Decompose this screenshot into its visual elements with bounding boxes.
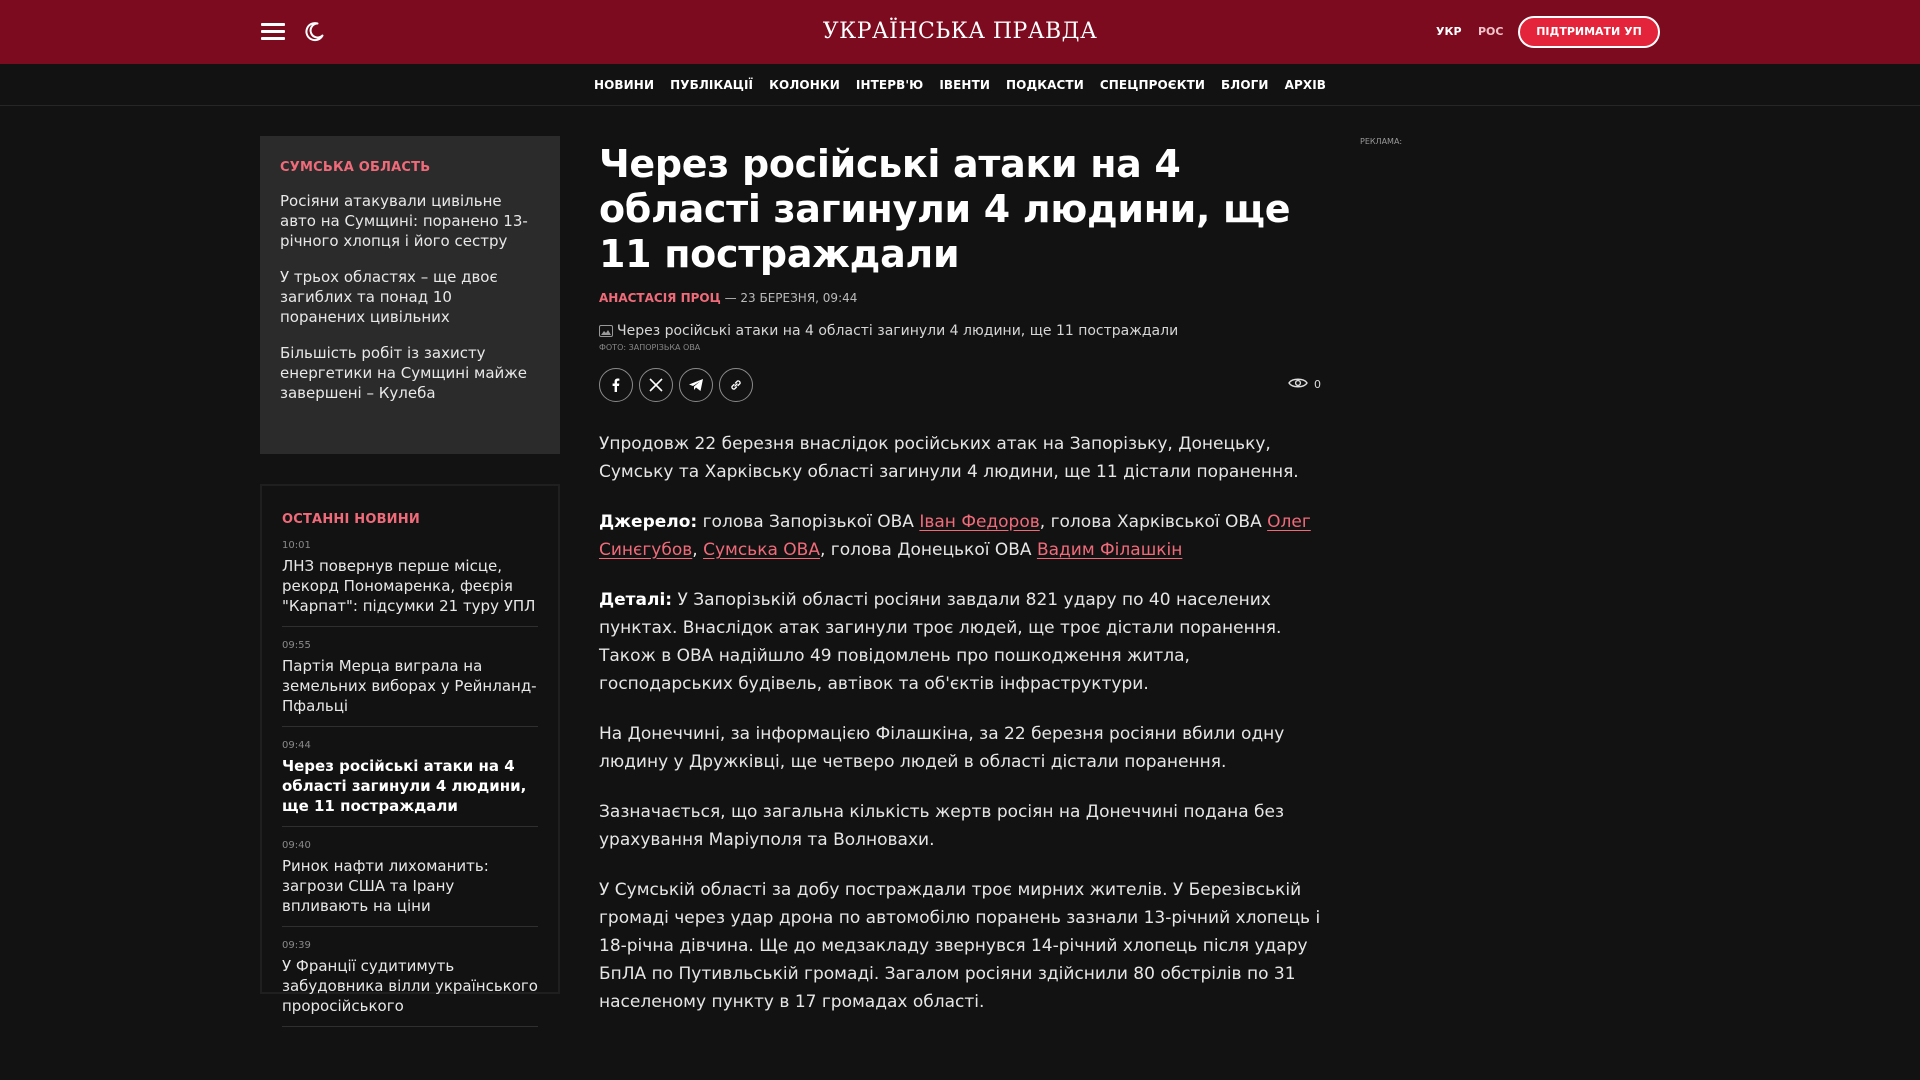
link-icon[interactable] <box>719 368 753 402</box>
nav-item-publications[interactable]: ПУБЛІКАЦІЇ <box>670 77 754 92</box>
article-details <box>599 586 1321 698</box>
source-link-filashkin[interactable]: Вадим Філашкін <box>1036 540 1183 560</box>
details-label: Деталі: <box>599 590 673 610</box>
news-title[interactable]: ЛНЗ повернув перше місце, рекорд Пономаренка, феєрія "Карпат": підсумки 21 туру УПЛ <box>282 557 536 615</box>
nav-item-podcasts[interactable]: ПОДКАСТИ <box>1006 77 1084 92</box>
article-paragraph: На Донеччині, за інформацією Філашкіна, за 22 березня росіяни вбили одну людину у Дружківці, ще четверо людей в області дістали поранення. <box>599 724 1285 772</box>
news-title[interactable]: Через російські атаки на 4 області загинули 4 людини, ще 11 постраждали <box>282 757 527 815</box>
nav-item-events[interactable]: ІВЕНТИ <box>939 77 990 92</box>
source-link-synehubov[interactable]: Олег Синєгубов <box>599 512 1311 560</box>
facebook-icon[interactable] <box>599 368 633 402</box>
support-button[interactable]: ПІДТРИМАТИ УП <box>1518 16 1660 48</box>
news-time: 09:39 <box>282 940 311 951</box>
main-nav <box>0 64 1920 106</box>
latest-news-item[interactable] <box>282 927 538 1027</box>
moon-icon[interactable] <box>302 20 326 44</box>
photo-credit: ФОТО: ЗАПОРІЗЬКА ОВА <box>599 343 701 352</box>
source-label: Джерело: <box>599 512 698 532</box>
lang-ukr-link[interactable]: УКР <box>1436 25 1462 38</box>
source-link-fedorov[interactable]: Іван Федоров <box>919 512 1040 532</box>
views-counter <box>1288 377 1321 392</box>
image-alt-text: Через російські атаки на 4 області загинули 4 людини, ще 11 постраждали <box>617 323 1179 339</box>
author-link[interactable]: АНАСТАСІЯ ПРОЦ <box>599 291 721 305</box>
region-title[interactable]: СУМСЬКА ОБЛАСТЬ <box>280 160 431 175</box>
news-title[interactable]: Партія Мерца виграла на земельних виборах у Рейнланд-Пфальці <box>282 657 537 715</box>
source-text: , голова Донецької ОВА <box>819 540 1037 560</box>
latest-news-item[interactable] <box>282 627 538 727</box>
nav-item-interviews[interactable]: ІНТЕРВ'Ю <box>855 77 924 92</box>
article-lead: Упродовж 22 березня внаслідок російських атак на Запорізьку, Донецьку, Сумську та Харківську області загинули 4 людини, ще 11 дістали поранення. <box>599 434 1299 482</box>
article-image <box>599 323 1321 339</box>
article-byline <box>599 291 1321 305</box>
share-bar <box>599 368 1321 402</box>
article <box>599 142 1321 1016</box>
latest-news-item[interactable] <box>282 827 538 927</box>
source-text: , <box>692 540 704 560</box>
eye-icon <box>1288 377 1308 392</box>
news-time: 09:40 <box>282 840 311 851</box>
nav-item-columns[interactable]: КОЛОНКИ <box>769 77 840 92</box>
latest-news-title: ОСТАННІ НОВИНИ <box>282 512 420 527</box>
nav-item-special-projects[interactable]: СПЕЦПРОЄКТИ <box>1099 77 1206 92</box>
source-link-sumy-ova[interactable]: Сумська ОВА <box>703 540 820 560</box>
region-news-item[interactable]: У трьох областях – ще двоє загиблих та понад 10 поранених цивільних <box>280 268 498 326</box>
top-header <box>0 0 1920 64</box>
image-icon <box>599 325 613 337</box>
telegram-icon[interactable] <box>679 368 713 402</box>
lang-ros-link[interactable]: РОС <box>1478 25 1504 38</box>
news-time: 09:44 <box>282 740 311 751</box>
x-icon[interactable] <box>639 368 673 402</box>
site-logo[interactable]: УКРАЇНСЬКА ПРАВДА <box>822 19 1098 44</box>
article-paragraph: Зазначається, що загальна кількість жертв росіян на Донеччині подана без урахування Маріуполя та Волновахи. <box>599 802 1285 850</box>
region-news-item[interactable]: Більшість робіт із захисту енергетики на Сумщині майже завершені – Кулеба <box>280 344 528 402</box>
ad-label: РЕКЛАМА: <box>1360 137 1403 146</box>
news-title[interactable]: У Франції судитимуть забудовника вілли українського проросійського <box>282 957 538 1015</box>
article-date: — 23 БЕРЕЗНЯ, 09:44 <box>720 291 858 305</box>
details-text: У Запорізькій області росіяни завдали 821 удару по 40 населених пунктах. Внаслідок атак загинули троє людей, ще троє дістали поранення. Також в ОВА надійшло 49 повідомлень про пошкодження житла, господарських будівель, автівок та об'єктів інфраструктури. <box>599 590 1282 694</box>
latest-news-item[interactable] <box>282 527 538 627</box>
source-text: голова Запорізької ОВА <box>697 512 920 532</box>
article-paragraph: У Сумській області за добу постраждали троє мирних жителів. У Березівській громаді через удар дрона по автомобілю поранень зазнали 13-річний хлопець і 18-річна дівчина. Ще до медзакладу звернувся 14-річний хлопець після удару БпЛА по Путивльській громаді. Загалом росіяни здійснили 80 обстрілів по 31 населеному пункту в 17 громадах області. <box>599 880 1321 1012</box>
article-headline: Через російські атаки на 4 області загинули 4 людини, ще 11 постраждали <box>599 142 1291 276</box>
news-time: 10:01 <box>282 540 311 551</box>
source-text: , голова Харківської ОВА <box>1039 512 1268 532</box>
menu-icon[interactable] <box>261 21 285 43</box>
nav-item-archive[interactable]: АРХІВ <box>1284 77 1327 92</box>
latest-news-box <box>260 484 560 1015</box>
region-news-box <box>260 136 560 454</box>
nav-item-news[interactable]: НОВИНИ <box>593 77 655 92</box>
latest-news-item-current[interactable] <box>282 727 538 827</box>
region-news-item[interactable]: Росіяни атакували цивільне авто на Сумщині: поранено 13-річного хлопця і його сестру <box>280 192 528 250</box>
news-title[interactable]: Ринок нафти лихоманить: загрози США та Ірану впливають на ціни <box>282 857 489 915</box>
nav-item-blogs[interactable]: БЛОГИ <box>1221 77 1269 92</box>
article-source <box>599 508 1321 564</box>
news-time: 09:55 <box>282 640 311 651</box>
views-count: 0 <box>1314 378 1321 391</box>
